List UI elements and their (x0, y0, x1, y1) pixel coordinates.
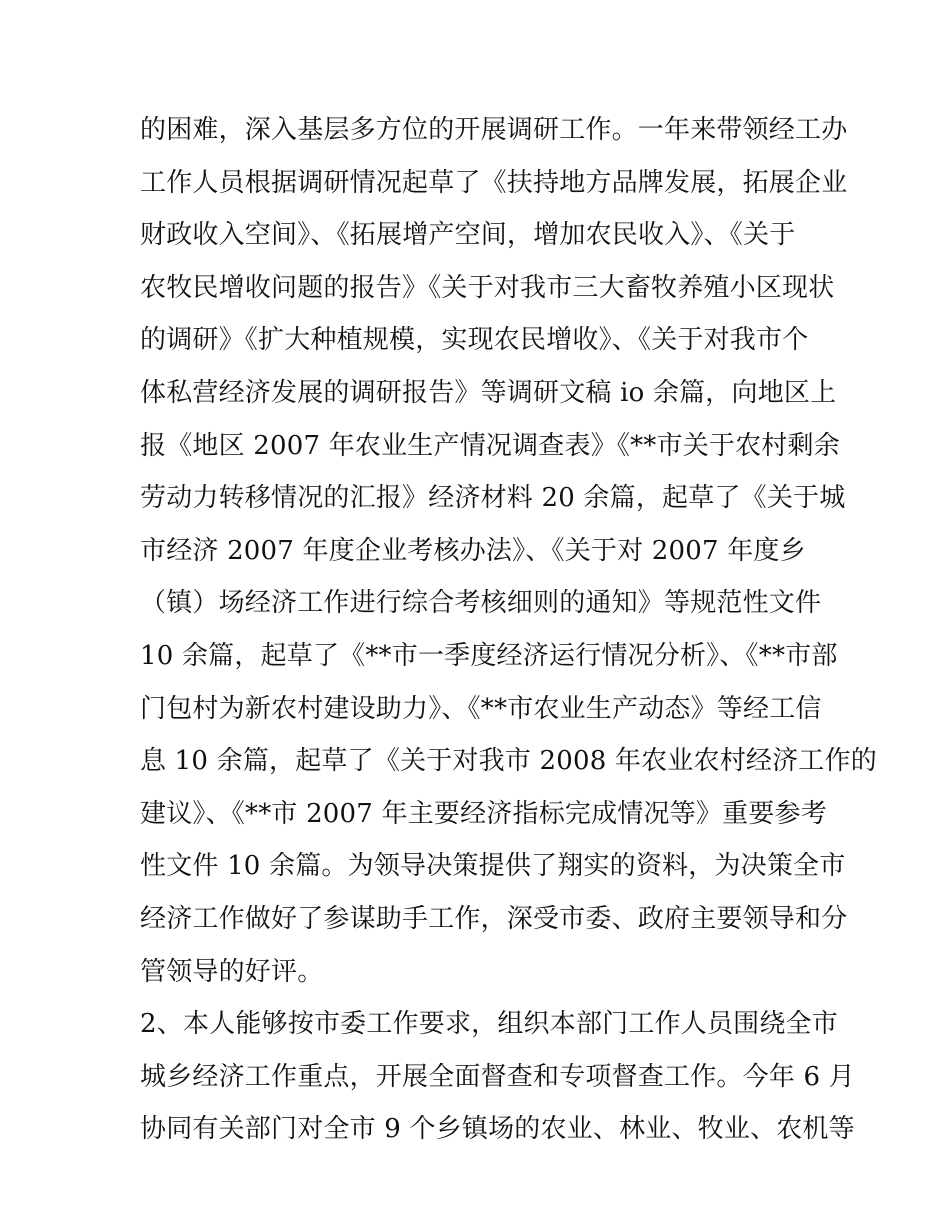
text-line: 财政收入空间》、《拓展增产空间，增加农民收入》、《关于 (140, 220, 796, 251)
text-line: 的困难，深入基层多方位的开展调研工作。一年来带领经工办 (140, 115, 848, 145)
text-line: 工作人员根据调研情况起草了《扶持地方品牌发展，拓展企业 (140, 167, 848, 198)
text-line: 管领导的好评。 (140, 956, 324, 987)
text-line: 经济工作做好了参谋助手工作，深受市委、政府主要领导和分 (140, 903, 848, 934)
text-line: 建议》、《**市 2007 年主要经济指标完成情况等》重要参考 (140, 798, 827, 829)
text-line: （镇）场经济工作进行综合考核细则的通知》等规范性文件 (140, 588, 822, 619)
text-line: 农牧民增收问题的报告》《关于对我市三大畜牧养殖小区现状 (140, 272, 835, 303)
text-line: 协同有关部门对全市 9 个乡镇场的农业、林业、牧业、农机等 (140, 1114, 855, 1145)
text-line: 2、本人能够按市委工作要求，组织本部门工作人员围绕全市 (140, 1009, 838, 1040)
text-line: 报《地区 2007 年农业生产情况调查表》《**市关于农村剩余 (140, 430, 840, 461)
text-line: 体私营经济发展的调研报告》等调研文稿 io 余篇，向地区上 (140, 377, 837, 408)
body-text (140, 104, 877, 1156)
text-line: 劳动力转移情况的汇报》经济材料 20 余篇，起草了《关于城 (140, 483, 846, 514)
text-line: 城乡经济工作重点，开展全面督查和专项督查工作。今年 6 月 (140, 1061, 855, 1092)
text-line: 息 10 余篇，起草了《关于对我市 2008 年农业农村经济工作的 (140, 746, 877, 777)
text-line: 门包村为新农村建设助力》、《**市农业生产动态》等经工信 (140, 693, 822, 724)
text-line: 性文件 10 余篇。为领导决策提供了翔实的资料，为决策全市 (140, 851, 846, 882)
text-line: 的调研》《扩大种植规模，实现农民增收》、《关于对我市个 (140, 325, 809, 356)
text-line: 市经济 2007 年度企业考核办法》、《关于对 2007 年度乡 (140, 535, 806, 566)
text-line: 10 余篇，起草了《**市一季度经济运行情况分析》、《**市部 (140, 640, 838, 671)
